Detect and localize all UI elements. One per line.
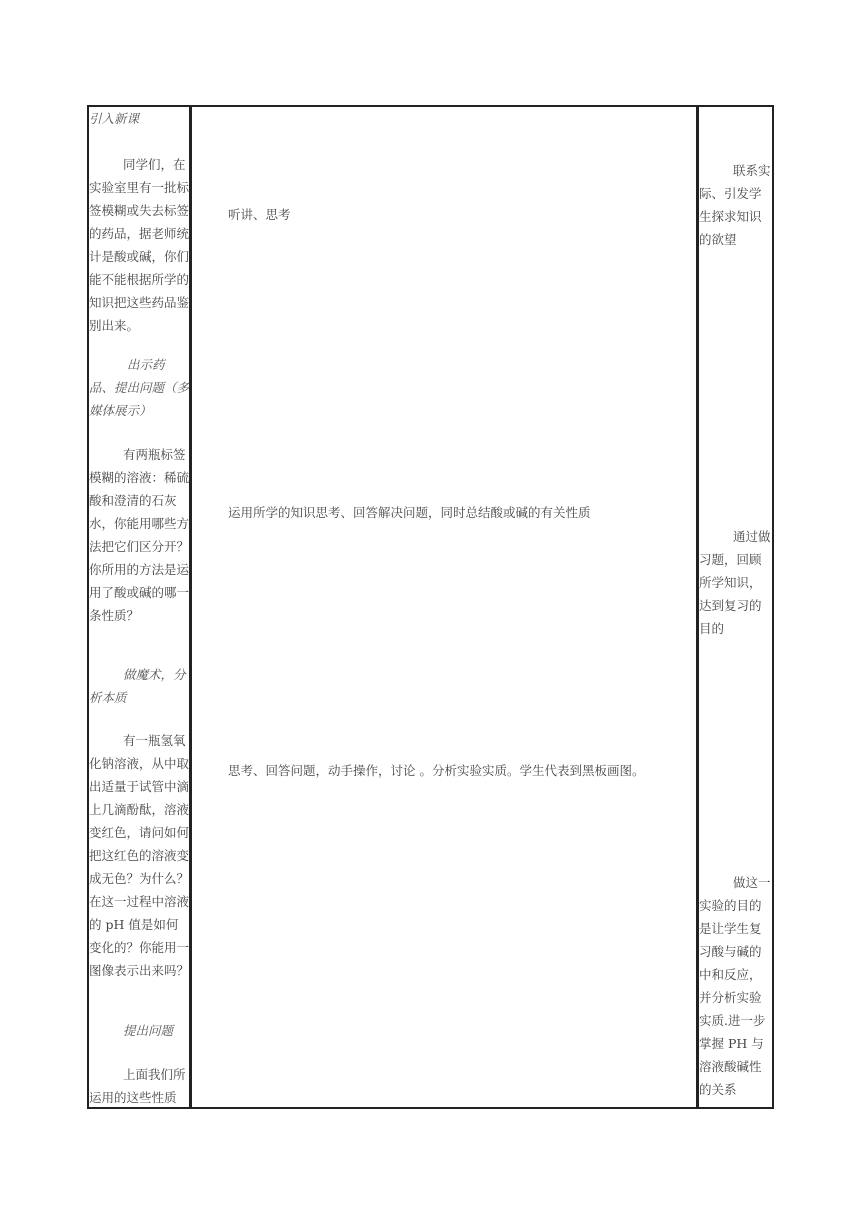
section-heading-question: 提出问题 <box>123 1023 174 1038</box>
problem-text: 有两瓶标签模糊的溶液：稀硫酸和澄清的石灰水，你能用哪些方法把它们区分开？你所用的方法是运用了酸或碱的哪一条性质？ <box>89 447 190 623</box>
student-activity-3: 思考、回答问题，动手操作，讨论 。分析实验实质。学生代表到黑板画图。 <box>228 763 645 778</box>
section-heading-intro: 引入新课 <box>89 111 140 126</box>
section-heading-problem: 出示药品、提出问题（多媒体展示） <box>89 357 190 418</box>
student-activity-2: 运用所学的知识思考、回答解决问题，同时总结酸或碱的有关性质 <box>228 505 591 520</box>
intro-text: 同学们，在实验室里有一批标签模糊或失去标签的药品，据老师统计是酸或碱，你们能不能根据所学的知识把这些药品鉴别出来。 <box>89 157 190 333</box>
magic-text: 有一瓶氢氧化钠溶液，从中取出适量于试管中滴上几滴酚酞，溶液变红色，请问如何把这红色的溶液变成无色？为什么？在这一过程中溶液的 pH 值是如何变化的？你能用一图像表示出来吗？ <box>89 733 190 978</box>
column-divider <box>189 107 192 1107</box>
student-activity-1: 听讲、思考 <box>228 207 291 222</box>
question-text: 上面我们所运用的这些性质 <box>89 1067 186 1105</box>
design-intent-1: 联系实际、引发学生探求知识的欲望 <box>699 163 771 247</box>
section-heading-magic: 做魔术，分析本质 <box>89 667 186 705</box>
design-intent-3: 做这一实验的目的是让学生复习酸与碱的中和反应，并分析实验实质.进一步掌握 PH 与溶液酸碱性的关系 <box>699 875 771 1097</box>
design-intent-2: 通过做习题，回顾所学知识，达到复习的目的 <box>699 529 771 636</box>
lesson-plan-table <box>87 105 774 1109</box>
